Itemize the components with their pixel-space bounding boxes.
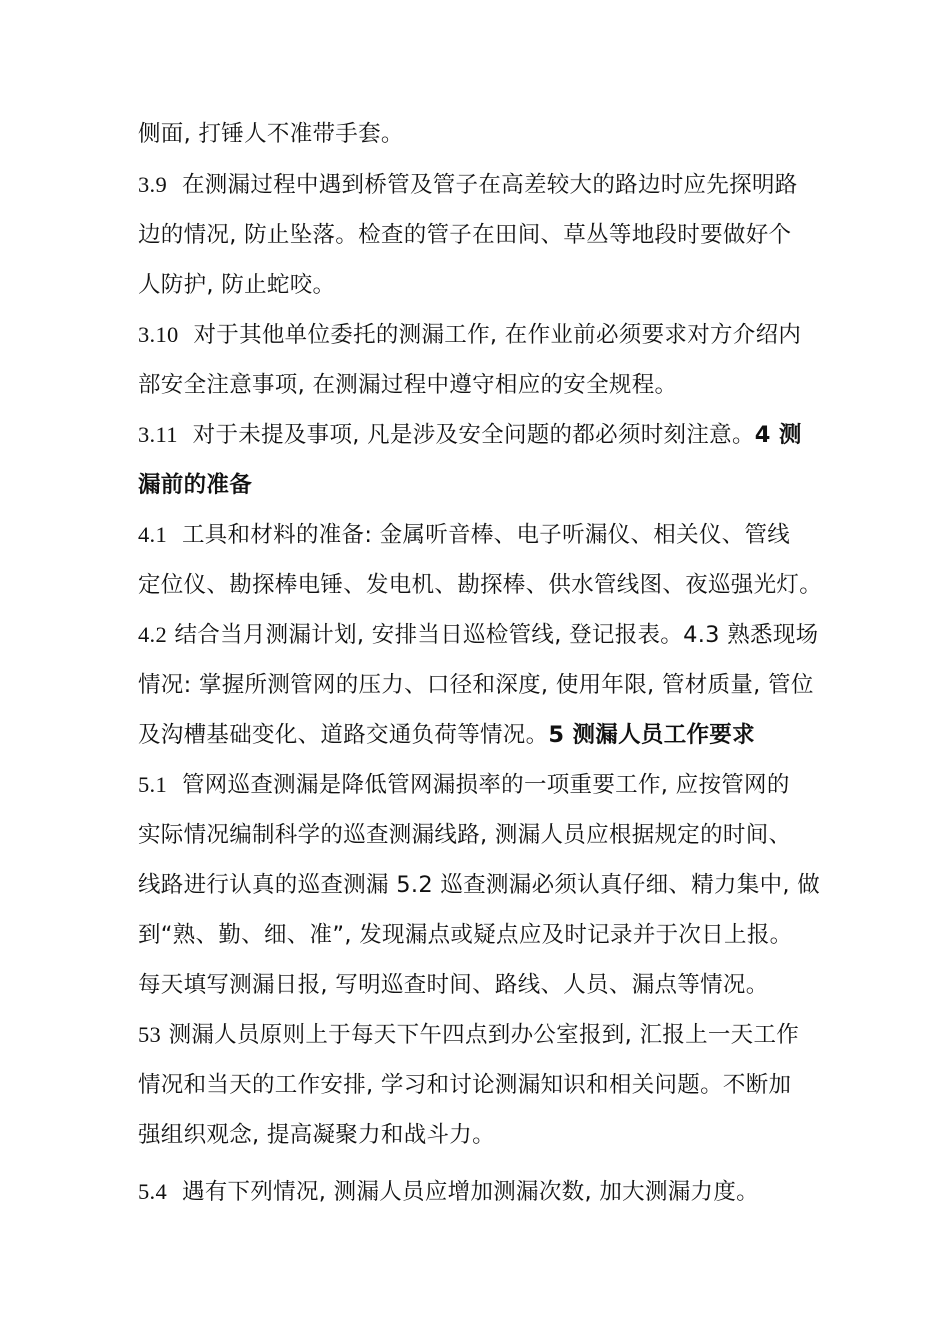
paragraph-line: 5.1 管网巡查测漏是降低管网漏损率的一项重要工作, 应按管网的 (138, 772, 790, 798)
paragraph-line: 情况和当天的工作安排, 学习和讨论测漏知识和相关问题。不断加 (138, 1072, 792, 1098)
paragraph-line: 到“熟、勤、细、准”, 发现漏点或疑点应及时记录并于次日上报。 (138, 922, 793, 948)
paragraph-line: 部安全注意事项, 在测漏过程中遵守相应的安全规程。 (138, 372, 678, 398)
section-heading: 漏前的准备 (138, 472, 253, 498)
paragraph-line: 每天填写测漏日报, 写明巡查时间、路线、人员、漏点等情况。 (138, 972, 769, 998)
section-number: 4.1 (138, 522, 168, 547)
section-number: 5.1 (138, 772, 168, 797)
section-number: 4.2 (138, 622, 168, 647)
paragraph-line: 边的情况, 防止坠落。检查的管子在田间、草丛等地段时要做好个 (138, 222, 792, 248)
paragraph-line: 侧面, 打锤人不准带手套。 (138, 121, 404, 147)
section-heading: 5 测漏人员工作要求 (548, 722, 755, 748)
paragraph-line: 强组织观念, 提高凝聚力和战斗力。 (138, 1122, 495, 1148)
paragraph-line: 4.2 结合当月测漏计划, 安排当日巡检管线, 登记报表。4.3 熟悉现场 (138, 622, 819, 648)
paragraph-line: 情况: 掌握所测管网的压力、口径和深度, 使用年限, 管材质量, 管位 (138, 672, 814, 698)
section-number: 53 (138, 1022, 162, 1047)
section-number: 5.4 (138, 1179, 168, 1204)
paragraph-line: 人防护, 防止蛇咬。 (138, 272, 336, 298)
paragraph-line: 3.10 对于其他单位委托的测漏工作, 在作业前必须要求对方介绍内 (138, 322, 802, 348)
paragraph-line: 3.11 对于未提及事项, 凡是涉及安全问题的都必须时刻注意。4 测 (138, 422, 802, 448)
paragraph-line: 4.1 工具和材料的准备: 金属听音棒、电子听漏仪、相关仪、管线 (138, 522, 791, 548)
paragraph-line: 53 测漏人员原则上于每天下午四点到办公室报到, 汇报上一天工作 (138, 1022, 800, 1048)
paragraph-line: 定位仪、勘探棒电锤、发电机、勘探棒、供水管线图、夜巡强光灯。 (138, 572, 823, 598)
section-heading: 4 测 (754, 422, 802, 448)
section-number: 3.10 (138, 322, 179, 347)
section-number: 3.11 (138, 422, 178, 447)
section-number: 3.9 (138, 172, 168, 197)
paragraph-line: 5.4 遇有下列情况, 测漏人员应增加测漏次数, 加大测漏力度。 (138, 1179, 759, 1205)
paragraph-line: 及沟槽基础变化、道路交通负荷等情况。5 测漏人员工作要求 (138, 722, 755, 748)
paragraph-line: 3.9 在测漏过程中遇到桥管及管子在高差较大的路边时应先探明路 (138, 172, 798, 198)
paragraph-line: 线路进行认真的巡查测漏 5.2 巡查测漏必须认真仔细、精力集中, 做 (138, 872, 821, 898)
paragraph-line: 实际情况编制科学的巡查测漏线路, 测漏人员应根据规定的时间、 (138, 822, 792, 848)
